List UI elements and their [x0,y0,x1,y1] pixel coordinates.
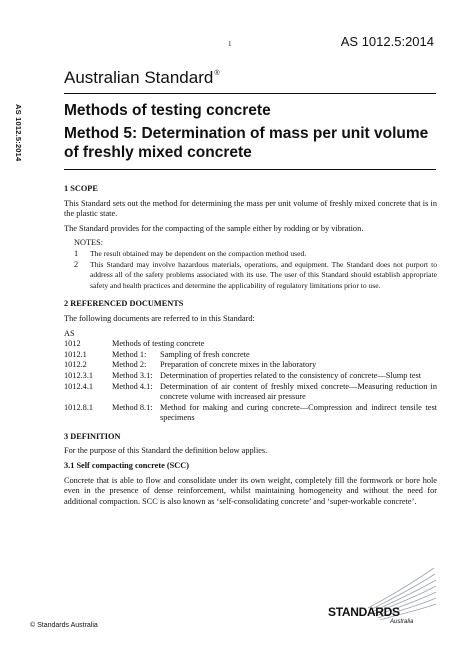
reference-code: 1012.2 [64,360,87,370]
definition-heading: 3 DEFINITION [64,431,121,441]
notes-label: NOTES: [74,238,104,248]
standard-brand [64,68,220,88]
definition-text: Concrete that is able to flow and consolidate under its own weight, completely fill the formwork or bore hole even in the presence of dense reinforcement, whilst maintaining homogeneity and without the need for additional compaction. SCC is also known as ‘self-consolidating concrete’ and ‘super-workable concrete’. [64,475,437,506]
note-text: The result obtained may be dependent on the compaction method used. [90,248,307,258]
title-rule [64,169,436,170]
note-item [74,260,437,292]
page-subtitle: Method 5: Determination of mass per unit volume of freshly mixed concrete [64,125,429,161]
definition-subheading: 3.1 Self compacting concrete (SCC) [64,461,189,471]
reference-title: Determination of properties related to the consistency of concrete—Slump test [160,370,422,380]
reference-item [64,382,437,403]
header-rule [64,93,436,94]
page-title: Methods of testing concrete [64,102,271,119]
standards-australia-logo [328,560,438,636]
definition-intro: For the purpose of this Standard the definition below applies. [64,446,268,456]
reference-method: Method 3.1: [112,370,153,380]
copyright-notice: © Standards Australia [30,622,98,629]
reference-title: Sampling of fresh concrete [160,349,250,359]
scope-paragraph-2: The Standard provides for the compacting of the sample either by rodding or by vibration. [64,223,364,233]
scope-paragraph-1: This Standard sets out the method for determining the mass per unit volume of freshly mixed concrete that is in the plastic state. [64,198,437,219]
reference-code: 1012.1 [64,349,87,359]
reference-item [64,371,437,382]
reference-item [64,403,437,424]
reference-title: Method for making and curing concrete—Compression and indirect tensile test specimens [160,402,437,423]
note-number: 1 [74,248,79,258]
reference-method: Method 1: [112,349,147,359]
reference-code: 1012 [64,339,81,349]
reference-method: Method 8.1: [112,402,153,412]
document-body [64,184,437,511]
registered-mark: ® [214,70,220,77]
scope-heading: 1 SCOPE [64,184,98,193]
reference-series [64,339,437,350]
note-text: This Standard may involve hazardous materials, operations, and equipment. The Standard does not purport to address all of the safety problems associated with its use. The user of this Standard should establish appropriate safety and health practices and determine the applicability of regulatory limitations prior to use. [90,259,437,290]
reference-title: Determination of air content of freshly mixed concrete—Measuring reduction in concrete volume with increased air pressure [160,381,437,402]
note-item [74,249,437,260]
page-number: 1 [228,40,232,48]
reference-title: Methods of testing concrete [112,339,205,349]
reference-code: 1012.3.1 [64,370,94,380]
brand-text: Australian Standard [64,68,214,87]
side-document-code: AS 1012.5:2014 [14,104,23,162]
references-heading: 2 REFERENCED DOCUMENTS [64,299,184,309]
logo-wordmark: STANDARDS [328,605,400,619]
logo-subtext: Australia [390,619,414,625]
document-code: AS 1012.5:2014 [340,34,434,49]
references-intro: The following documents are referred to in this Standard: [64,313,255,323]
reference-code: 1012.8.1 [64,402,94,412]
reference-title: Preparation of concrete mixes in the laboratory [160,360,317,370]
reference-item [64,360,437,371]
reference-method: Method 4.1: [112,381,153,391]
reference-item [64,350,437,361]
reference-method: Method 2: [112,360,147,370]
note-number: 2 [74,259,79,269]
references-group: AS [64,328,75,338]
reference-code: 1012.4.1 [64,381,94,391]
